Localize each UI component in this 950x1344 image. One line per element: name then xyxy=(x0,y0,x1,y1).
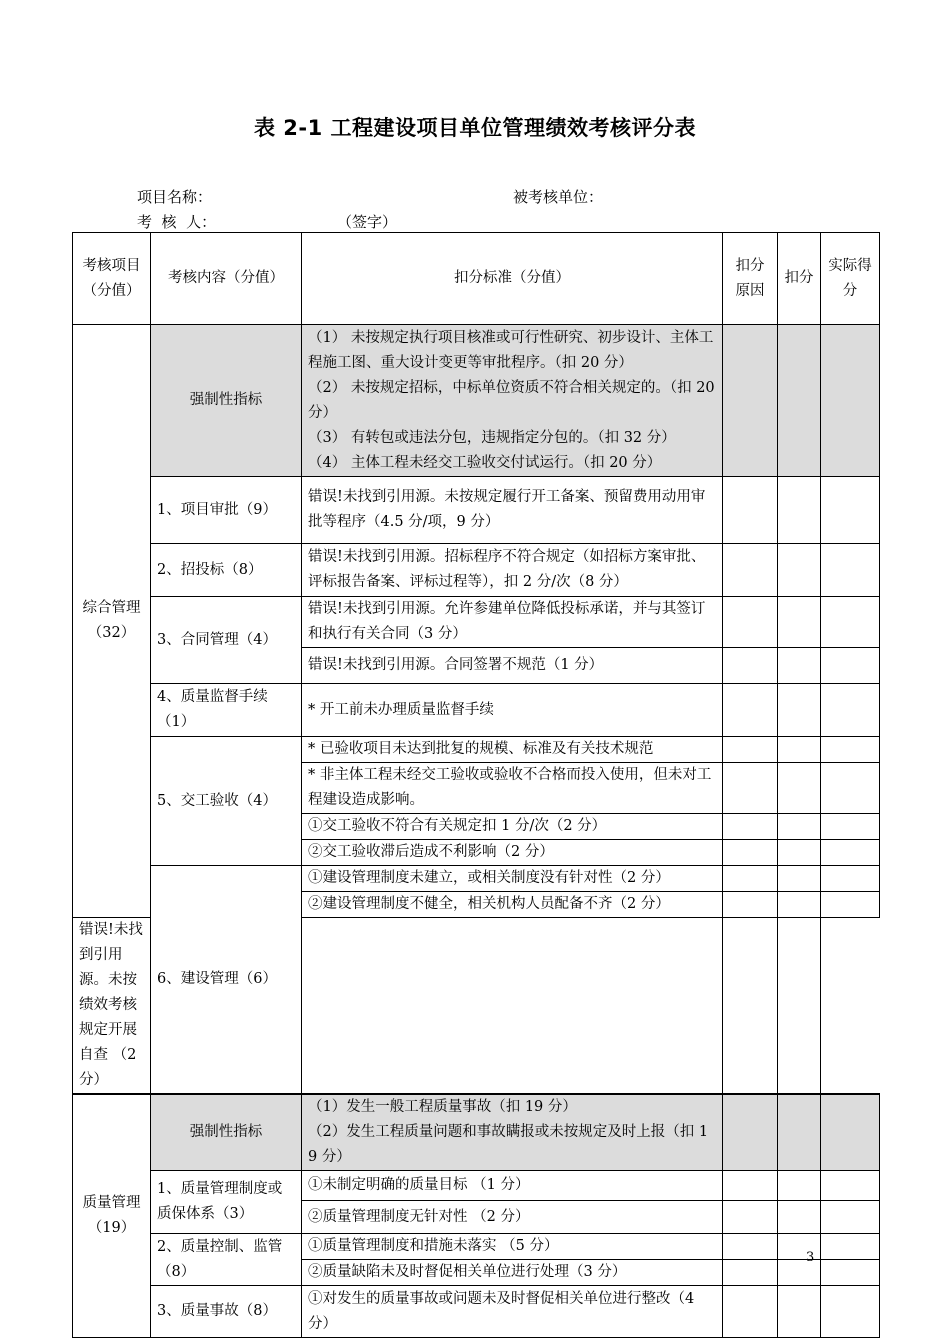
criterion: ①建设管理制度未建立，或相关制度没有针对性（2 分） xyxy=(302,866,723,892)
actual-score-cell[interactable] xyxy=(821,814,880,840)
deduct-cell[interactable] xyxy=(778,477,821,544)
table-row xyxy=(73,1234,880,1260)
criterion: 错误!未找到引用源。合同签署不规范（1 分） xyxy=(302,648,723,684)
header-deduct-reason: 扣分原因 xyxy=(723,233,778,325)
deduct-cell[interactable] xyxy=(778,1286,821,1338)
deduct-cell[interactable] xyxy=(778,544,821,597)
criterion: （3） 有转包或违法分包，违规指定分包的。（扣 32 分） xyxy=(308,429,676,446)
actual-score-cell[interactable] xyxy=(821,866,880,892)
actual-score-cell[interactable] xyxy=(821,544,880,597)
item-label: 2、招投标（8） xyxy=(151,544,302,597)
table-row xyxy=(73,1094,880,1171)
header-assess-content: 考核内容（分值） xyxy=(151,233,302,325)
criterion: ①质量管理制度和措施未落实 （5 分） xyxy=(302,1234,723,1260)
deduct-reason-cell[interactable] xyxy=(723,814,778,840)
actual-score-cell[interactable] xyxy=(821,1260,880,1286)
actual-score-cell[interactable] xyxy=(821,648,880,684)
deduct-reason-cell[interactable] xyxy=(723,1201,778,1234)
table-row xyxy=(73,1171,880,1201)
actual-score-cell[interactable] xyxy=(821,477,880,544)
deduct-reason-cell[interactable] xyxy=(723,892,778,918)
actual-score-cell[interactable] xyxy=(821,1286,880,1338)
item-label: 4、质量监督手续（1） xyxy=(151,684,302,737)
table-row xyxy=(73,477,880,544)
criterion: ①交工验收不符合有关规定扣 1 分/次（2 分） xyxy=(302,814,723,840)
criterion: ②交工验收滞后造成不利影响（2 分） xyxy=(302,840,723,866)
deduct-cell[interactable] xyxy=(778,325,821,477)
table-row xyxy=(73,684,880,737)
sign-label: （签字） xyxy=(337,213,398,231)
section-name: 综合管理（32） xyxy=(73,325,151,918)
deduct-cell[interactable] xyxy=(778,1094,821,1171)
deduct-reason-cell[interactable] xyxy=(723,1234,778,1260)
actual-score-cell[interactable] xyxy=(821,1171,880,1201)
actual-score-cell[interactable] xyxy=(821,325,880,477)
criterion: ②质量管理制度无针对性 （2 分） xyxy=(302,1201,723,1234)
mandatory-criteria xyxy=(302,1094,723,1171)
criterion: （4） 主体工程未经交工验收交付试运行。（扣 20 分） xyxy=(308,454,662,471)
item-label: 1、项目审批（9） xyxy=(151,477,302,544)
mandatory-label: 强制性指标 xyxy=(151,325,302,477)
deduct-reason-cell[interactable] xyxy=(302,918,723,1095)
table-row xyxy=(73,737,880,763)
actual-score-cell[interactable] xyxy=(821,763,880,814)
deduct-reason-cell[interactable] xyxy=(723,477,778,544)
actual-score-cell[interactable] xyxy=(821,684,880,737)
mandatory-criteria xyxy=(302,325,723,477)
score-table xyxy=(72,232,880,1338)
table-row xyxy=(73,544,880,597)
deduct-reason-cell[interactable] xyxy=(723,648,778,684)
deduct-reason-cell[interactable] xyxy=(723,1094,778,1171)
section-name: 质量管理（19） xyxy=(73,1094,151,1338)
criterion: ①未制定明确的质量目标 （1 分） xyxy=(302,1171,723,1201)
deduct-reason-cell[interactable] xyxy=(723,763,778,814)
table-row xyxy=(73,866,880,892)
page-title: 表 2-1 工程建设项目单位管理绩效考核评分表 xyxy=(253,116,697,140)
deduct-cell[interactable] xyxy=(778,1201,821,1234)
deduct-reason-cell[interactable] xyxy=(723,325,778,477)
table-row xyxy=(73,325,880,477)
criterion: ②质量缺陷未及时督促相关单位进行处理（3 分） xyxy=(302,1260,723,1286)
page-number: 3 xyxy=(806,1250,815,1265)
deduct-reason-cell[interactable] xyxy=(723,1171,778,1201)
deduct-cell[interactable] xyxy=(778,763,821,814)
table-row xyxy=(73,597,880,648)
header-deduct: 扣分 xyxy=(778,233,821,325)
assessor-label: 考 核 人： xyxy=(137,213,217,231)
item-label: 5、交工验收（4） xyxy=(151,737,302,866)
deduct-cell[interactable] xyxy=(778,892,821,918)
deduct-cell[interactable] xyxy=(778,597,821,648)
assessed-unit-label: 被考核单位： xyxy=(513,188,604,206)
criterion: 错误!未找到引用源。未按规定履行开工备案、预留费用动用审批等程序（4.5 分/项，9 分） xyxy=(302,477,723,544)
actual-score-cell[interactable] xyxy=(821,597,880,648)
actual-score-cell[interactable] xyxy=(821,840,880,866)
deduct-reason-cell[interactable] xyxy=(723,544,778,597)
deduct-reason-cell[interactable] xyxy=(723,1260,778,1286)
criterion: 错误!未找到引用源。允许参建单位降低投标承诺，并与其签订和执行有关合同（3 分） xyxy=(302,597,723,648)
item-label: 1、质量管理制度或质保体系（3） xyxy=(151,1171,302,1234)
deduct-cell[interactable] xyxy=(778,648,821,684)
actual-score-cell[interactable] xyxy=(821,892,880,918)
deduct-reason-cell[interactable] xyxy=(723,866,778,892)
deduct-cell[interactable] xyxy=(778,814,821,840)
deduct-cell[interactable] xyxy=(778,866,821,892)
deduct-reason-cell[interactable] xyxy=(723,1286,778,1338)
criterion: （2） 未按规定招标，中标单位资质不符合相关规定的。（扣 20 分） xyxy=(308,379,715,421)
header-actual-score: 实际得分 xyxy=(821,233,880,325)
criterion: ②建设管理制度不健全，相关机构人员配备不齐（2 分） xyxy=(302,892,723,918)
header-deduct-standard: 扣分标准（分值） xyxy=(302,233,723,325)
deduct-reason-cell[interactable] xyxy=(723,597,778,648)
deduct-cell[interactable] xyxy=(778,737,821,763)
criterion: 错误!未找到引用源。未按绩效考核规定开展自查 （2 分） xyxy=(73,918,151,1095)
criterion: * 开工前未办理质量监督手续 xyxy=(302,684,723,737)
actual-score-cell[interactable] xyxy=(821,1234,880,1260)
deduct-cell[interactable] xyxy=(778,840,821,866)
criterion: （1）发生一般工程质量事故（扣 19 分） xyxy=(308,1099,577,1115)
deduct-cell[interactable] xyxy=(778,1171,821,1201)
project-name-label: 项目名称： xyxy=(137,188,213,206)
deduct-reason-cell[interactable] xyxy=(723,684,778,737)
actual-score-cell[interactable] xyxy=(778,918,821,1095)
header-assess-item: 考核项目（分值） xyxy=(73,233,151,325)
criterion: * 非主体工程未经交工验收或验收不合格而投入使用，但未对工程建设造成影响。 xyxy=(302,763,723,814)
deduct-cell[interactable] xyxy=(723,918,778,1095)
criterion: （1） 未按规定执行项目核准或可行性研究、初步设计、主体工程施工图、重大设计变更等审批程序。（扣 20 分） xyxy=(308,329,714,371)
deduct-reason-cell[interactable] xyxy=(723,840,778,866)
table-row xyxy=(73,1286,880,1338)
mandatory-label: 强制性指标 xyxy=(151,1094,302,1171)
item-label: 3、质量事故（8） xyxy=(151,1286,302,1338)
criterion: 错误!未找到引用源。招标程序不符合规定（如招标方案审批、评标报告备案、评标过程等），扣 2 分/次（8 分） xyxy=(302,544,723,597)
deduct-reason-cell[interactable] xyxy=(723,737,778,763)
criterion: * 已验收项目未达到批复的规模、标准及有关技术规范 xyxy=(302,737,723,763)
actual-score-cell[interactable] xyxy=(821,1094,880,1171)
criterion: ①对发生的质量事故或问题未及时督促相关单位进行整改（4 分） xyxy=(302,1286,723,1338)
item-label: 3、合同管理（4） xyxy=(151,597,302,684)
criterion: （2）发生工程质量问题和事故瞒报或未按规定及时上报（扣 19 分） xyxy=(308,1124,709,1165)
item-label: 2、质量控制、监管（8） xyxy=(151,1234,302,1286)
item-label: 6、建设管理（6） xyxy=(151,866,302,1095)
actual-score-cell[interactable] xyxy=(821,1201,880,1234)
header-row xyxy=(73,233,880,325)
deduct-cell[interactable] xyxy=(778,684,821,737)
actual-score-cell[interactable] xyxy=(821,737,880,763)
